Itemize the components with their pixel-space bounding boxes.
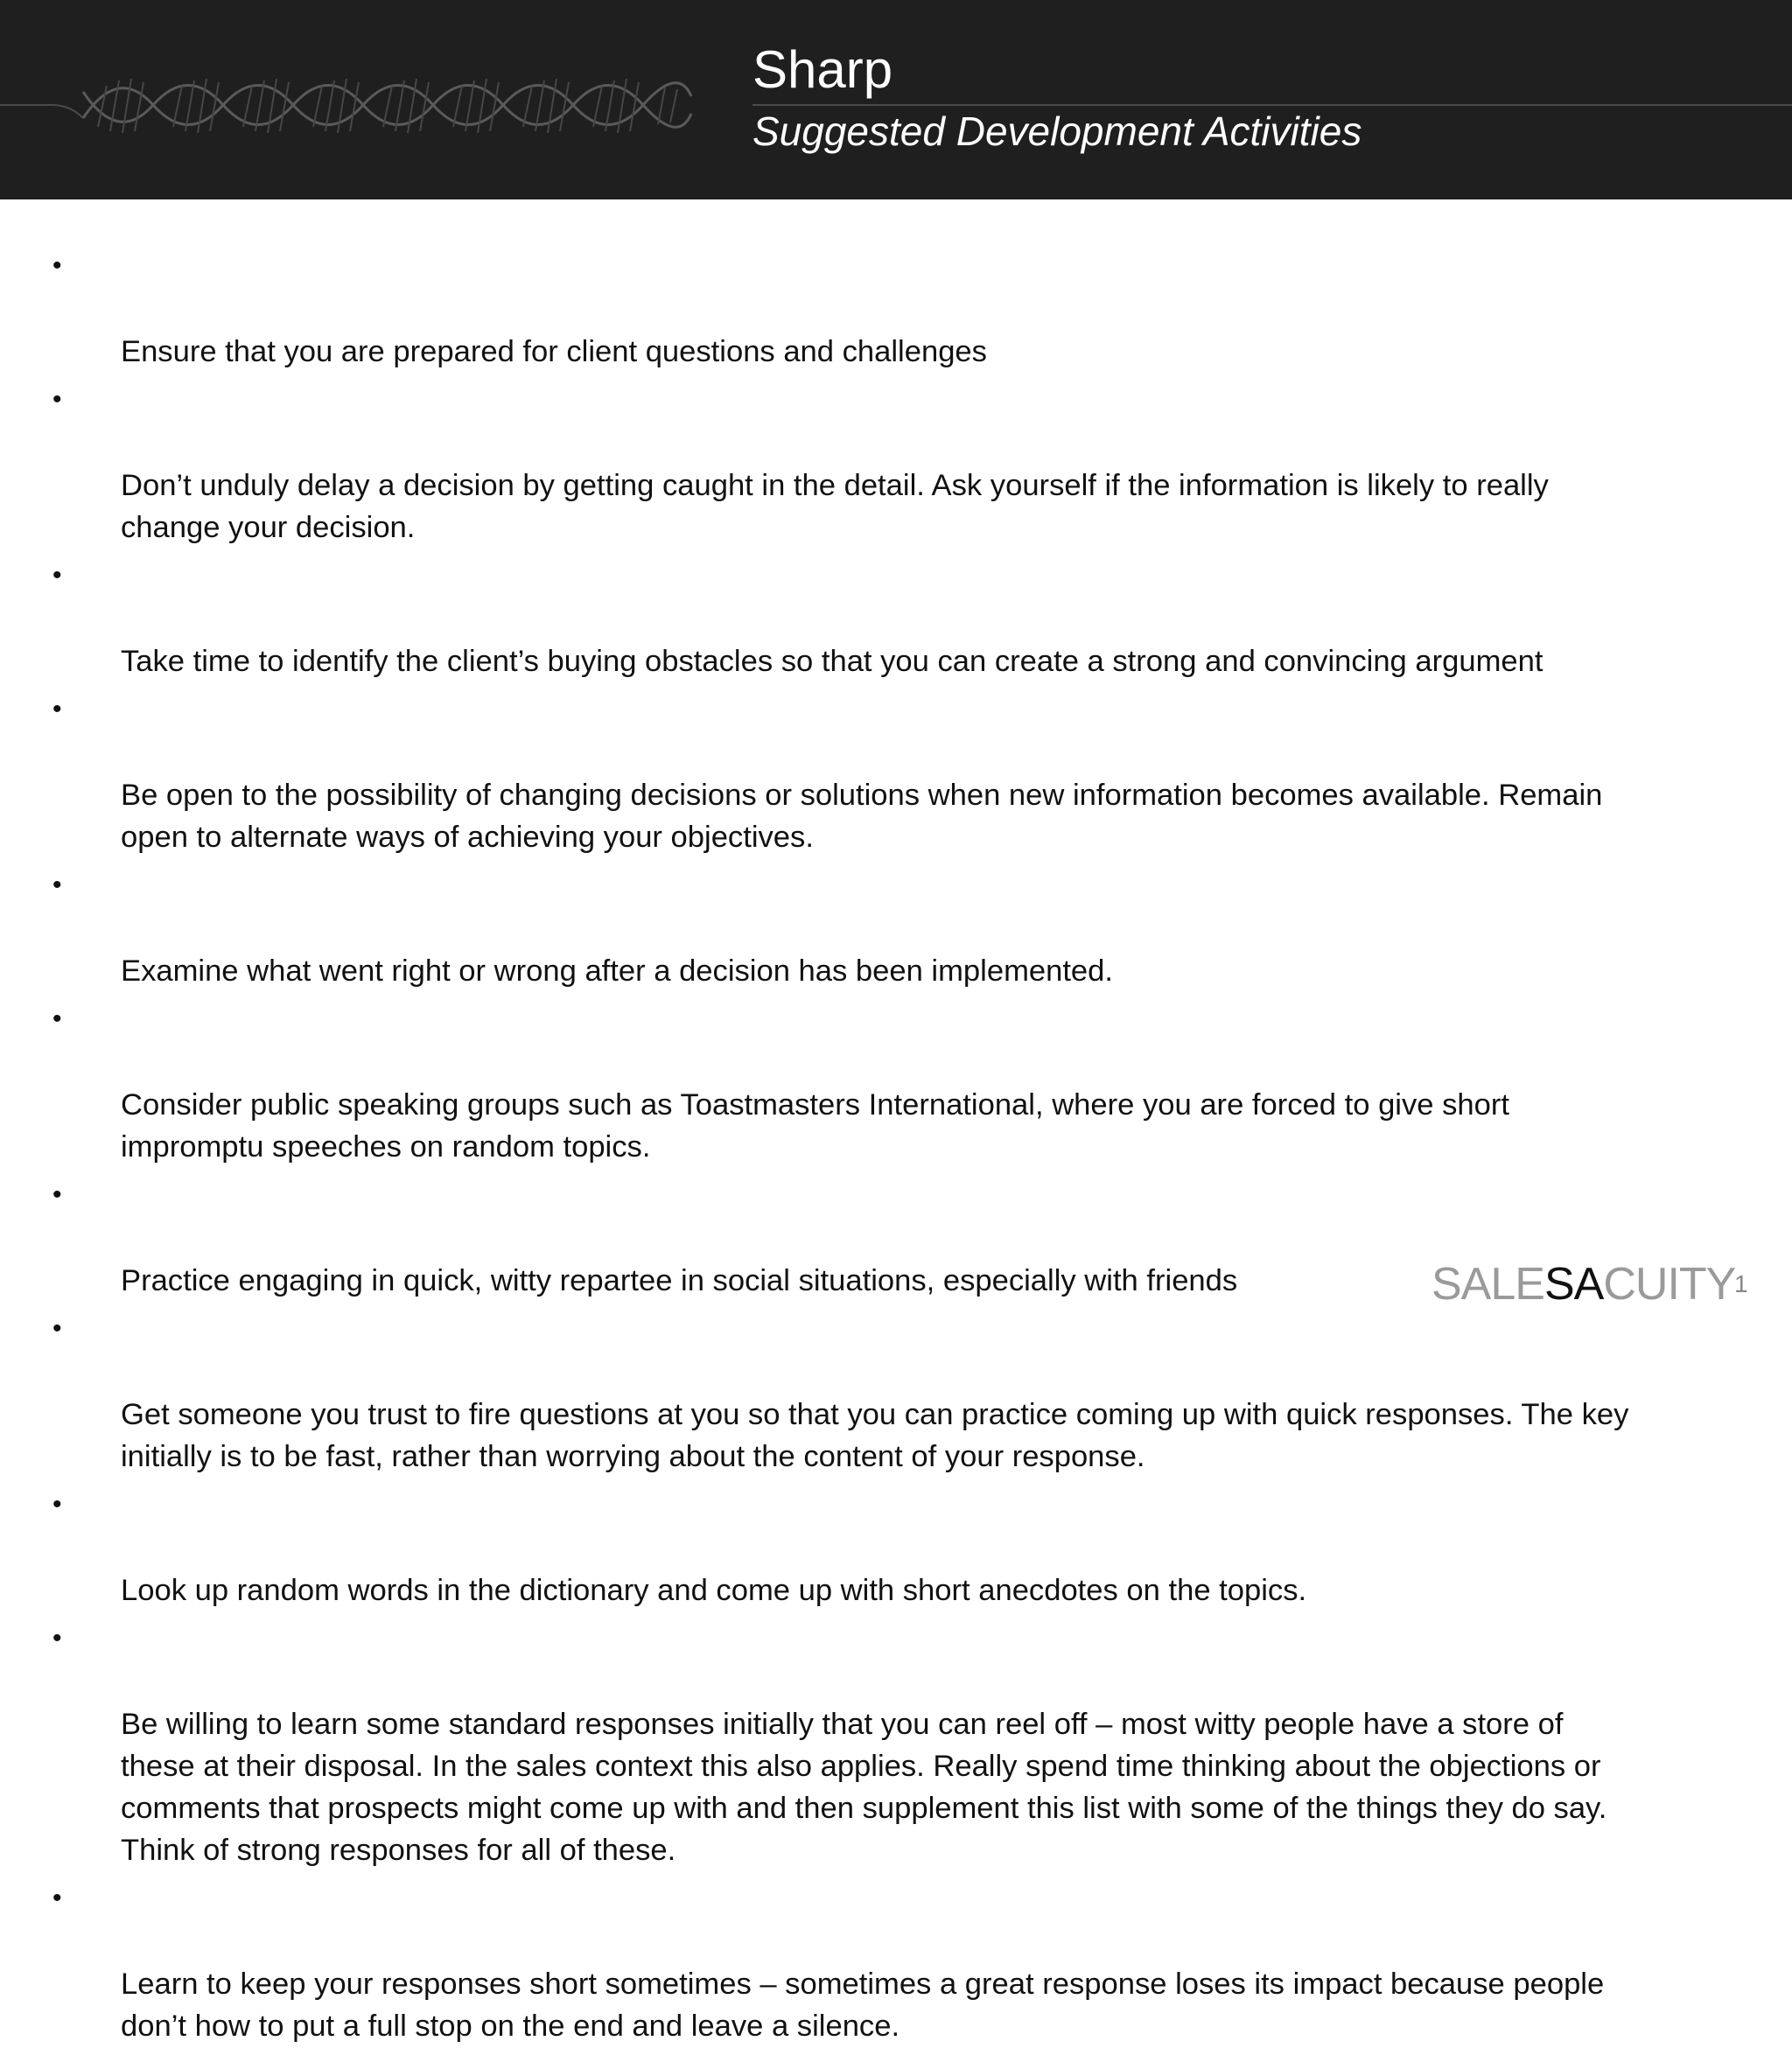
page-subtitle: Suggested Development Activities (752, 108, 1362, 154)
list-item-text: Take time to identify the client’s buying obstacles so that you can create a strong and convincing argument (121, 645, 1544, 678)
salesacuity-logo (1432, 1258, 1735, 1311)
list-item (0, 1485, 1792, 1611)
bullet-icon: • (52, 1624, 62, 1653)
bullet-icon: • (52, 870, 62, 899)
bullet-icon: • (52, 251, 62, 280)
logo-part-sa: SA (1544, 1259, 1604, 1310)
list-item-text: Practice engaging in quick, witty repartee in social situations, especially with friends (121, 1264, 1238, 1297)
list-item-text: Consider public speaking groups such as Toastmasters International, where you are forced to give short impromptu speeches on random topics. (121, 1088, 1509, 1164)
bullet-icon: • (52, 385, 62, 414)
bullet-icon: • (52, 1004, 62, 1033)
list-item (0, 247, 1792, 373)
list-item-text: Learn to keep your responses short sometimes – sometimes a great response loses its impact because people don’t how to put a full stop on the end and leave a silence. (121, 1968, 1605, 2043)
logo-part-sale: SALE (1432, 1259, 1544, 1310)
list-item-text: Examine what went right or wrong after a decision has been implemented. (121, 954, 1114, 988)
list-item (0, 866, 1792, 992)
list-item-text: Look up random words in the dictionary and come up with short anecdotes on the topics. (121, 1574, 1307, 1607)
bullet-icon: • (52, 1314, 62, 1343)
list-item-text: Ensure that you are prepared for client questions and challenges (121, 335, 987, 368)
page-title: Sharp (752, 40, 893, 99)
bullet-icon: • (52, 1180, 62, 1209)
bullet-icon: • (52, 695, 62, 723)
logo-part-cuity: CUITY (1603, 1259, 1736, 1310)
bullet-icon: • (52, 1490, 62, 1519)
list-item-text: Be willing to learn some standard responses initially that you can reel off – most witty people have a store of these at their disposal. In the sales context this also applies. Really spend time thinking about the objections or comments that prospects might come up with and then supplement this list with some of the things they do say. Think of strong responses for all of these. (121, 1708, 1607, 1867)
list-item (0, 1879, 1792, 2047)
bullet-icon: • (52, 1884, 62, 1912)
bullet-icon: • (52, 561, 62, 590)
list-item (0, 556, 1792, 682)
activity-list (0, 247, 1792, 2055)
list-item-text: Get someone you trust to fire questions at you so that you can practice coming up with quick responses. The key initially is to be fast, rather than worrying about the content of your response. (121, 1398, 1629, 1473)
list-item (0, 1310, 1792, 1478)
list-item-text: Be open to the possibility of changing decisions or solutions when new information becomes available. Remain open to alternate ways of achieving your objectives. (121, 779, 1603, 854)
header-band (0, 0, 1792, 199)
list-item (0, 690, 1792, 858)
list-item (0, 1619, 1792, 1871)
page-number: 1 (1734, 1270, 1748, 1297)
list-item-text: Don’t unduly delay a decision by getting caught in the detail. Ask yourself if the information is likely to really change your decision. (121, 469, 1549, 544)
list-item (0, 1000, 1792, 1168)
list-item (0, 381, 1792, 549)
